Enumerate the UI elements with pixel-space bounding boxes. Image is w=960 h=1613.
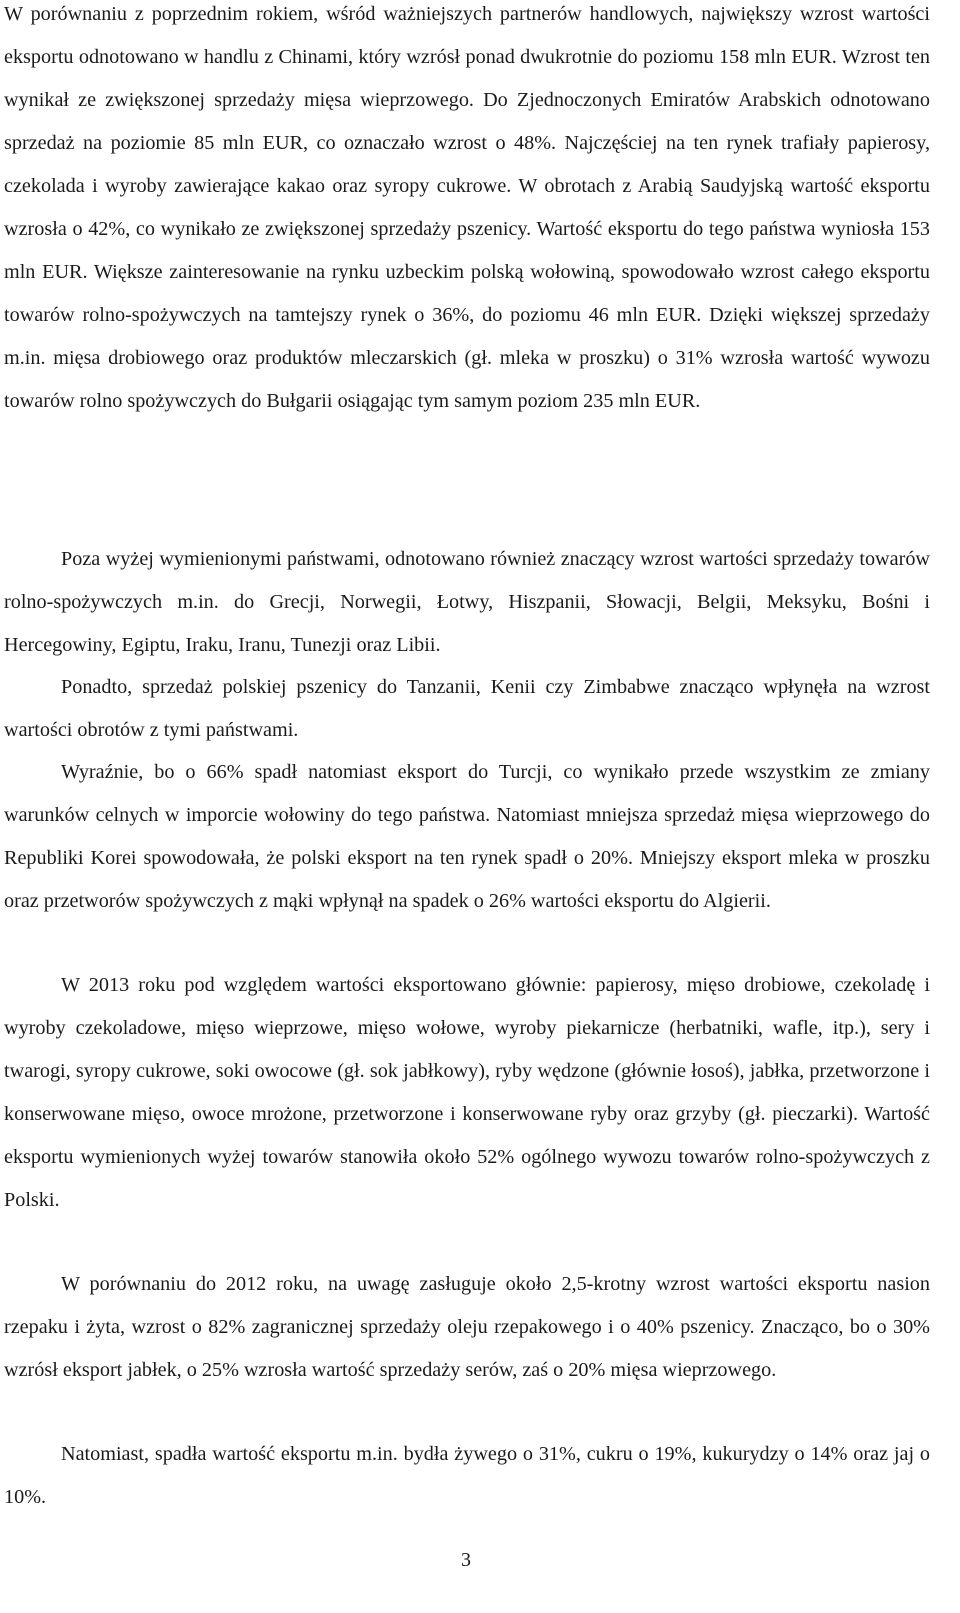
paragraph-main-export-goods: W 2013 roku pod względem wartości eksportowano głównie: papierosy, mięso drobiowe, czekoladę i wyroby czekoladowe, mięso wieprzowe, mięso wołowe, wyroby piekarnicze (herbatniki, wafle, itp.), sery i twarogi, syropy cukrowe, soki owocowe (gł. sok jabłkowy), ryby wędzone (głównie łosoś), jabłka, przetworzone i konserwowane mięso, owoce mrożone, przetworzone i konserwowane ryby oraz grzyby (gł. pieczarki). Wartość eksportu wymienionych wyżej towarów stanowiła około 52% ogólnego wywozu towarów rolno-spożywczych z Polski. [4, 974, 930, 1211]
paragraph-other-countries: Poza wyżej wymienionymi państwami, odnotowano również znaczący wzrost wartości sprzedaży towarów rolno-spożywczych m.in. do Grecji, Norwegii, Łotwy, Hiszpanii, Słowacji, Belgii, Meksyku, Bośni i Hercegowiny, Egiptu, Iraku, Iranu, Tunezji oraz Libii. [4, 548, 930, 656]
paragraph-export-drop: Natomiast, spadła wartość eksportu m.in. bydła żywego o 31%, cukru o 19%, kukurydzy o 14% oraz jaj o 10%. [4, 1443, 930, 1508]
paragraph-wheat-africa: Ponadto, sprzedaż polskiej pszenicy do Tanzanii, Kenii czy Zimbabwe znacząco wpłynęła na wzrost wartości obrotów z tymi państwami. [4, 676, 930, 741]
page-number: 3 [461, 1549, 471, 1571]
paragraph-export-decline: Wyraźnie, bo o 66% spadł natomiast eksport do Turcji, co wynikało przede wszystkim ze zmiany warunków celnych w imporcie wołowiny do tego państwa. Natomiast mniejsza sprzedaż mięsa wieprzowego do Republiki Korei spowodowała, że polski eksport na ten rynek spadł o 20%. Mniejszy eksport mleka w proszku oraz przetworów spożywczych z mąki wpłynął na spadek o 26% wartości eksportu do Algierii. [4, 761, 930, 912]
paragraph-comparison-2012: W porównaniu do 2012 roku, na uwagę zasługuje około 2,5-krotny wzrost wartości eksportu nasion rzepaku i żyta, wzrost o 82% zagranicznej sprzedaży oleju rzepakowego i o 40% pszenicy. Znacząco, bo o 30% wzrósł eksport jabłek, o 25% wzrosła wartość sprzedaży serów, zaś o 20% mięsa wieprzowego. [4, 1273, 930, 1381]
paragraph-trade-partners-growth: W porównaniu z poprzednim rokiem, wśród ważniejszych partnerów handlowych, największy wzrost wartości eksportu odnotowano w handlu z Chinami, który wzrósł ponad dwukrotnie do poziomu 158 mln EUR. Wzrost ten wynikał ze zwiększonej sprzedaży mięsa wieprzowego. Do Zjednoczonych Emiratów Arabskich odnotowano sprzedaż na poziomie 85 mln EUR, co oznaczało wzrost o 48%. Najczęściej na ten rynek trafiały papierosy, czekolada i wyroby zawierające kakao oraz syropy cukrowe. W obrotach z Arabią Saudyjską wartość eksportu wzrosła o 42%, co wynikało ze zwiększonej sprzedaży pszenicy. Wartość eksportu do tego państwa wyniosła 153 mln EUR. Większe zainteresowanie na rynku uzbeckim polską wołowiną, spowodowało wzrost całego eksportu towarów rolno-spożywczych na tamtejszy rynek o 36%, do poziomu 46 mln EUR. Dzięki większej sprzedaży m.in. mięsa drobiowego oraz produktów mleczarskich (gł. mleka w proszku) o 31% wzrosła wartość wywozu towarów rolno spożywczych do Bułgarii osiągając tym samym poziom 235 mln EUR. [4, 3, 930, 412]
